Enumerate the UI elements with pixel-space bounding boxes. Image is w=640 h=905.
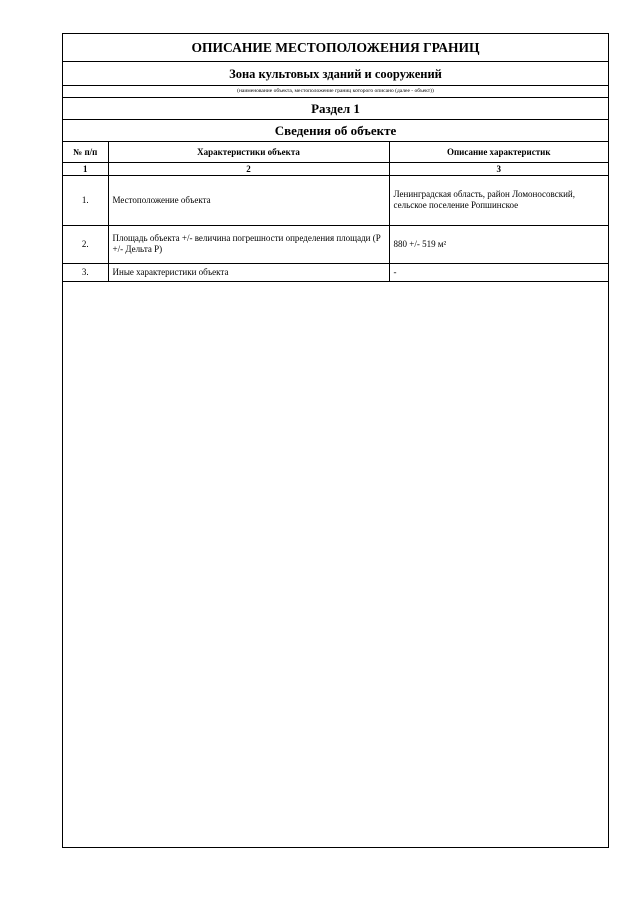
table-row	[63, 263, 608, 281]
row-num: 3.	[63, 263, 108, 281]
header-num: № п/п	[63, 142, 108, 162]
column-number: 3	[389, 162, 608, 175]
document-title: ОПИСАНИЕ МЕСТОПОЛОЖЕНИЯ ГРАНИЦ	[63, 34, 608, 62]
row-characteristic: Площадь объекта +/- величина погрешности определения площади (Р +/- Дельта Р)	[108, 225, 389, 263]
table-row	[63, 225, 608, 263]
object-caption: (наименование объекта, местоположение границ которого описано (далее - объект))	[63, 86, 608, 98]
column-number-row	[63, 162, 608, 175]
row-num: 2.	[63, 225, 108, 263]
column-number: 2	[108, 162, 389, 175]
table-row	[63, 175, 608, 225]
row-description: -	[389, 263, 608, 281]
row-num: 1.	[63, 175, 108, 225]
object-info-table	[63, 142, 608, 282]
row-characteristic: Местоположение объекта	[108, 175, 389, 225]
object-name: Зона культовых зданий и сооружений	[63, 62, 608, 86]
section-label: Раздел 1	[63, 98, 608, 120]
table-header-row	[63, 142, 608, 162]
section-title: Сведения об объекте	[63, 120, 608, 142]
header-description: Описание характеристик	[389, 142, 608, 162]
row-characteristic: Иные характеристики объекта	[108, 263, 389, 281]
column-number: 1	[63, 162, 108, 175]
document-frame	[62, 33, 609, 848]
header-characteristic: Характеристики объекта	[108, 142, 389, 162]
row-description: 880 +/- 519 м²	[389, 225, 608, 263]
row-description: Ленинградская область, район Ломоносовский, сельское поселение Ропшинское	[389, 175, 608, 225]
